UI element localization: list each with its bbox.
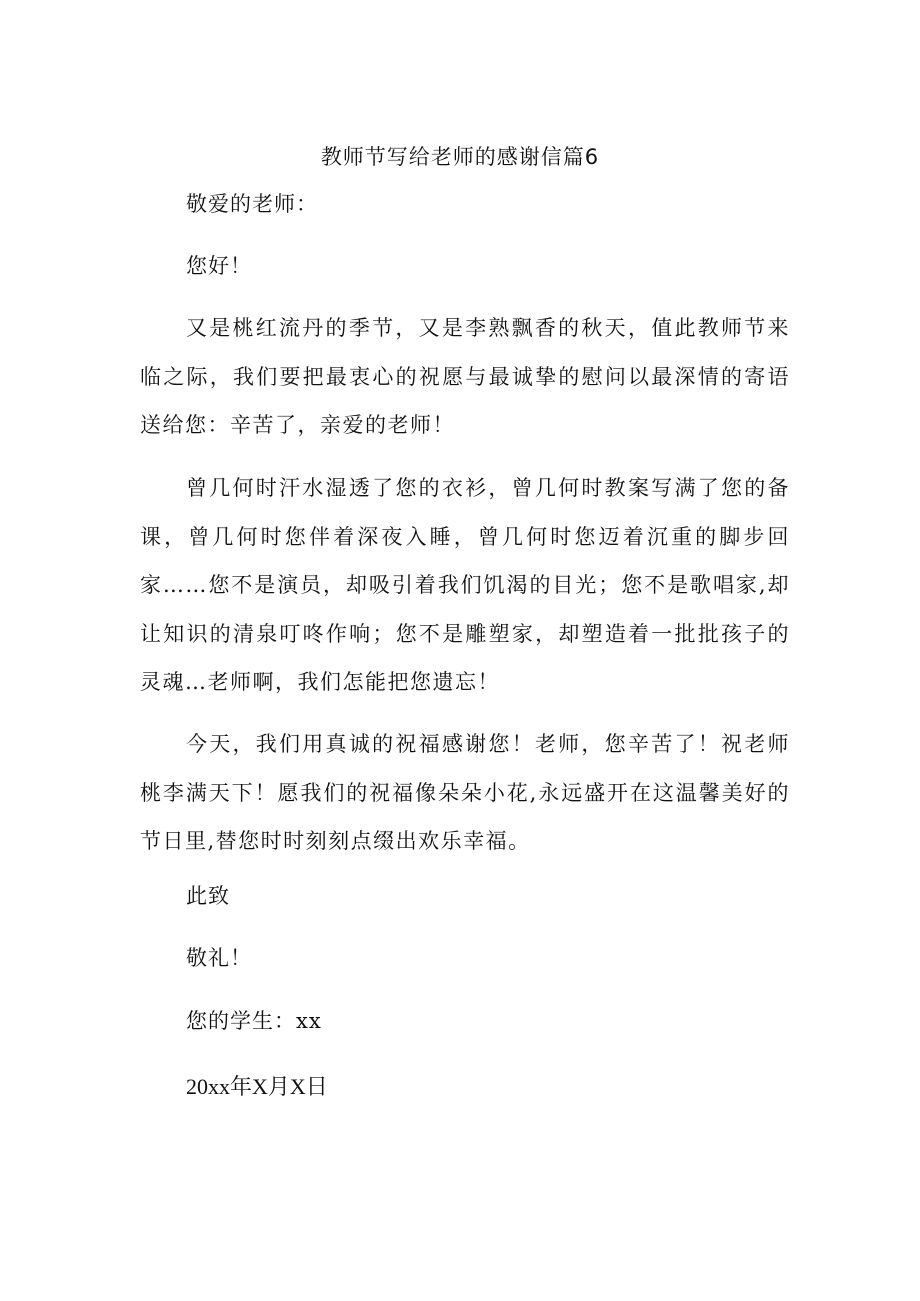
salutation: 敬爱的老师：: [186, 192, 318, 216]
paragraph-2: 曾几何时汗水湿透了您的衣衫，曾几何时教案写满了您的备课，曾几何时您伴着深夜入睡，曾几何时您迈着沉重的脚步回家……您不是演员，却吸引着我们饥渴的目光；您不是歌唱家,却让知识的清泉叮咚作响；您不是雕塑家，却塑造着一批批孩子的灵魂…老师啊，我们怎能把您遗忘！: [140, 476, 790, 694]
closing-jing-li: 敬礼！: [186, 946, 252, 970]
closing-ci-zhi: 此致: [186, 884, 230, 908]
paragraph-1: 又是桃红流丹的季节，又是李熟飘香的秋天，值此教师节来临之际，我们要把最衷心的祝愿与最诚挚的慰问以最深情的寄语送给您：辛苦了，亲爱的老师！: [140, 316, 790, 437]
paragraph-3: 今天，我们用真诚的祝福感谢您！老师，您辛苦了！祝老师桃李满天下！愿我们的祝福像朵朵小花,永远盛开在这温馨美好的节日里,替您时时刻刻点缀出欢乐幸福。: [140, 732, 790, 853]
letter-date: 20xx年X月X日: [186, 1074, 328, 1099]
greeting: 您好！: [186, 254, 252, 278]
signature: 您的学生：xx: [186, 1009, 322, 1033]
document-title: 教师节写给老师的感谢信篇6: [320, 145, 600, 169]
